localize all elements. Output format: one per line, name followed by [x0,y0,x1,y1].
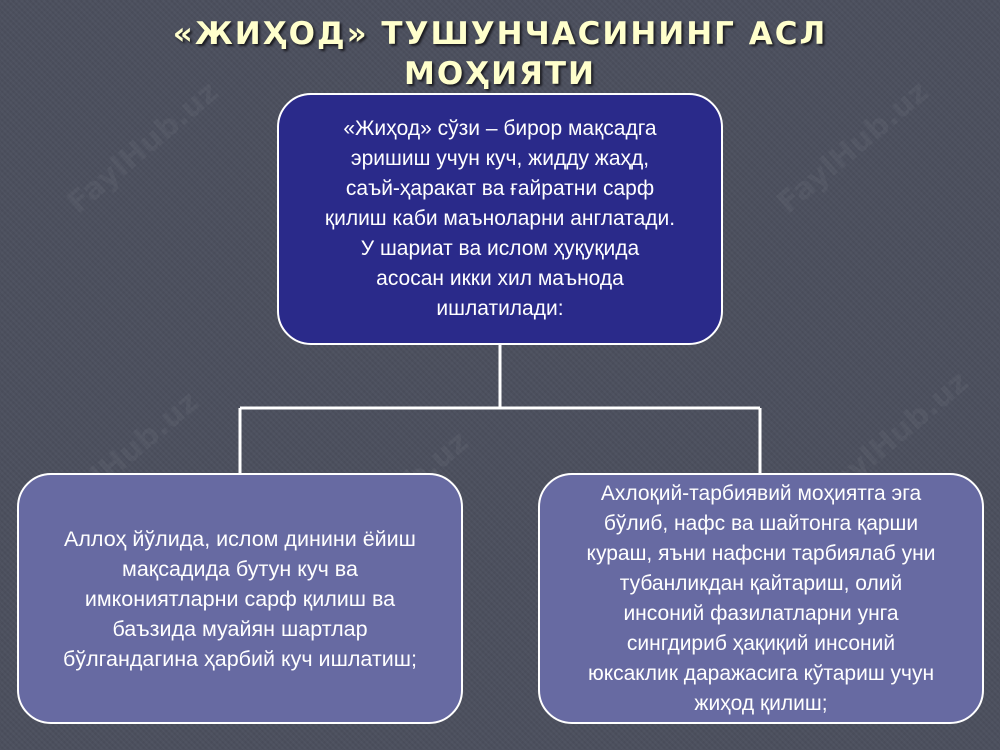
meaning-military-box [17,473,463,724]
definition-box [277,93,723,345]
meaning-military-text: Аллоҳ йўлида, ислом динини ёйиш мақсадида бутун куч ва имкониятларни сарф қилиш ва баъзида муайян шартлар бўлгандагина ҳарбий куч ишлатиш; [63,526,417,671]
meaning-moral-box [538,473,984,724]
meaning-moral-text: Ахлоқий-тарбиявий моҳиятга эга бўлиб, нафс ва шайтонга қарши кураш, яъни нафсни тарбиялаб уни тубанликдан қайтариш, олий инсоний фазилатларни унга сингдириб ҳақиқий инсоний юксаклик даражасига кўтариш учун жиҳод қилиш; [586,481,936,715]
definition-text: «Жиҳод» сўзи – бирор мақсадга эришиш учун куч, жидду жаҳд, саъй-ҳаракат ва ғайратни сарф қилиш каби маъноларни англатади. У шариат ва ислом ҳуқуқида асосан икки хил маънода ишлатилади: [324,117,676,320]
slide-title-text: «ЖИҲОД» ТУШУНЧАСИНИНГ АСЛ МОҲИЯТИ [172,16,828,92]
